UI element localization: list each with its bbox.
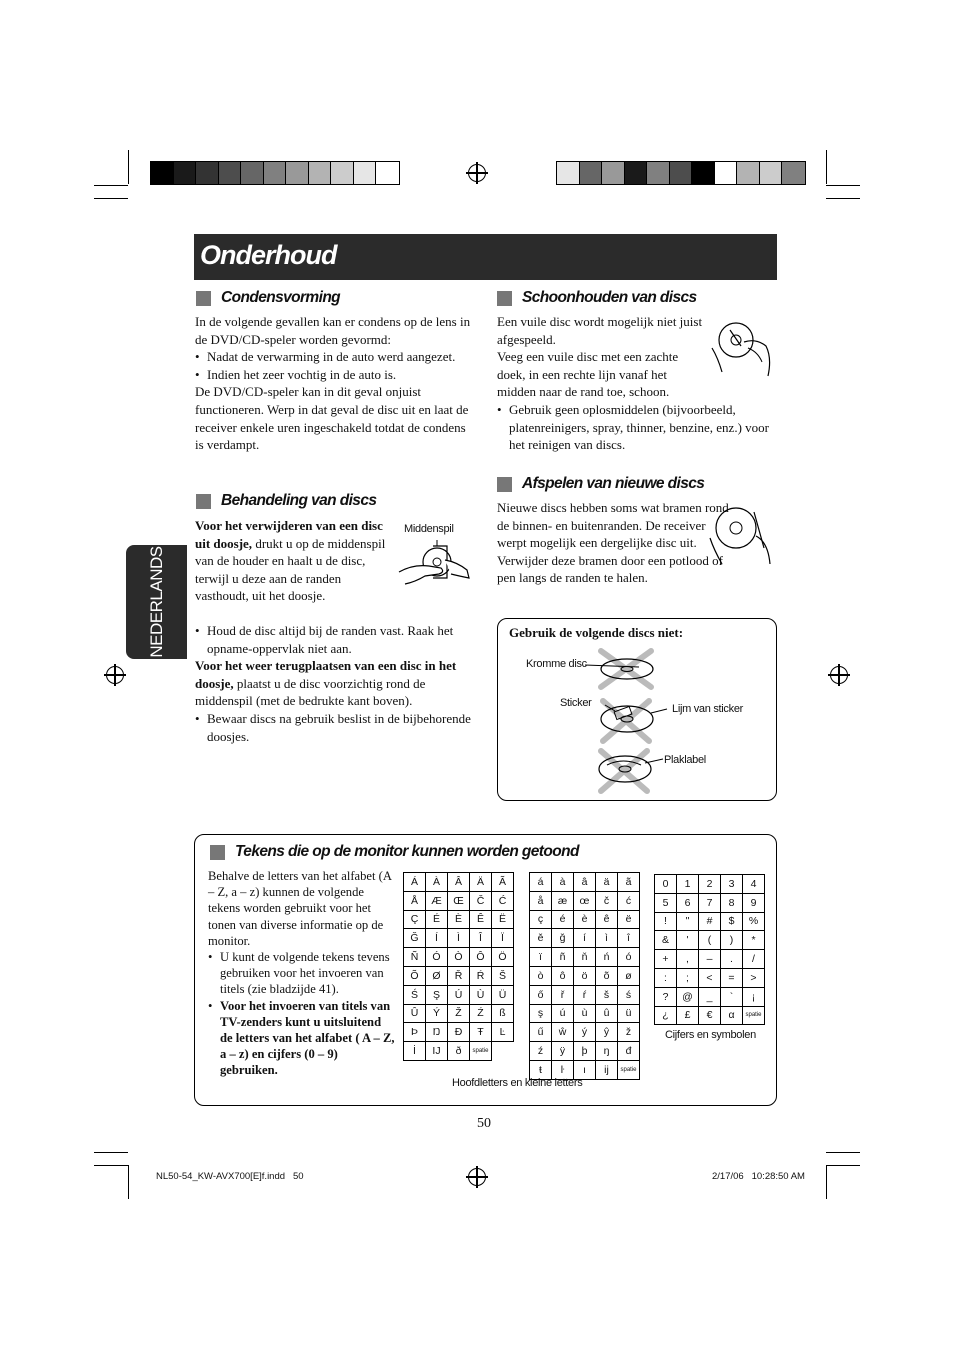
heading-text: Tekens die op de monitor kunnen worden getoond (235, 843, 579, 860)
table-row (404, 873, 514, 892)
footer-left: NL50-54_KW-AVX700[E]f.indd 50 (156, 1171, 304, 1182)
paragraph: Nieuwe discs hebben soms wat bramen rond de binnen- en buitenranden. De receiver werpt mogelijk een dergelijke disc uit. Verwijder deze bramen door een potlood of pen langs de randen te halen. (497, 500, 729, 586)
registration-mark-icon (830, 666, 848, 684)
table-row (404, 1004, 514, 1023)
table-row (404, 891, 514, 910)
char-cell: ı (574, 1060, 596, 1079)
table-row (530, 1042, 640, 1061)
char-cell: ' (677, 931, 699, 950)
char-cell: ŷ (596, 1023, 618, 1042)
char-cell: _ (699, 987, 721, 1006)
char-cell: Ú (448, 985, 470, 1004)
char-cell: Ş (426, 985, 448, 1004)
section-heading-tekens (210, 843, 579, 861)
table-row (655, 987, 765, 1006)
char-cell: @ (677, 987, 699, 1006)
footer-right: 2/17/06 10:28:50 AM (712, 1171, 805, 1182)
char-cell: þ (574, 1042, 596, 1061)
char-cell: ő (530, 985, 552, 1004)
text: plaatst u de disc voorzichtig rond de middenspil (met de bedrukte kant boven). (195, 675, 426, 709)
char-cell: Ŕ (470, 966, 492, 985)
symbols-table (654, 874, 765, 1025)
char-cell: ? (655, 987, 677, 1006)
registration-mark-icon (468, 164, 486, 182)
condensvorming-body (195, 313, 473, 454)
char-cell: ű (530, 1023, 552, 1042)
char-cell: ( (699, 931, 721, 950)
char-cell: ` (721, 987, 743, 1006)
char-cell: Í (426, 929, 448, 948)
table-row (655, 968, 765, 987)
table-row (655, 931, 765, 950)
section-heading-schoonhouden (497, 289, 697, 307)
char-cell: 8 (721, 893, 743, 912)
char-cell: è (574, 910, 596, 929)
char-cell: : (655, 968, 677, 987)
char-cell: ì (596, 929, 618, 948)
behandeling-body-bottom (195, 622, 477, 745)
char-cell: å (530, 891, 552, 910)
char-cell: + (655, 950, 677, 969)
text: drukt u op de middenspil van de houder en haalt u de disc, terwijl u deze aan de randen vasthoudt, uit het doosje. (195, 535, 386, 604)
char-cell: > (743, 968, 765, 987)
char-cell: ý (574, 1023, 596, 1042)
char-cell: . (721, 950, 743, 969)
language-tab (126, 545, 187, 659)
char-cell: ř (552, 985, 574, 1004)
bullet: • Nadat de verwarming in de auto werd aangezet. (195, 348, 473, 366)
char-cell: ë (618, 910, 640, 929)
label-plaklabel: Plaklabel (664, 754, 706, 766)
page-title: Onderhoud (200, 240, 337, 270)
char-cell: ç (530, 910, 552, 929)
disc-cleaning-illustration (708, 318, 778, 380)
table-row (655, 912, 765, 931)
char-cell: 0 (655, 875, 677, 894)
char-cell: ij (596, 1060, 618, 1079)
table-row (530, 985, 640, 1004)
bold-text: Voor het weer terugplaatsen van een disc in het doosje, (195, 658, 457, 691)
char-cell: # (699, 912, 721, 931)
table-row (404, 985, 514, 1004)
char-cell: ú (552, 1004, 574, 1023)
color-bar-right (556, 161, 806, 185)
char-cell: Ŧ (470, 1023, 492, 1042)
char-cell: ! (655, 912, 677, 931)
table-row (404, 929, 514, 948)
char-cell: ò (530, 966, 552, 985)
bold-text: Voor het invoeren van titels van TV-zenders kunt u uitsluitend de letters van het alfabet ( A – Z, a – z) en cijfers (0 – 9) gebruiken. (220, 998, 395, 1078)
char-cell: 4 (743, 875, 765, 894)
char-cell: Ô (470, 948, 492, 967)
section-heading-afspelen (497, 475, 704, 493)
char-cell: 6 (677, 893, 699, 912)
caption-symbols: Cijfers en symbolen (665, 1029, 756, 1041)
section-square-icon (497, 477, 512, 492)
char-cell: Ŀ (492, 1023, 514, 1042)
label-lijm-van-sticker: Lijm van sticker (672, 703, 743, 715)
char-cell: ã (618, 873, 640, 892)
char-cell: Ü (492, 985, 514, 1004)
page-number: 50 (477, 1116, 491, 1131)
box-heading (509, 624, 683, 642)
char-cell: 3 (721, 875, 743, 894)
tekens-body (208, 868, 396, 1079)
table-row (404, 1042, 514, 1061)
char-cell: č (596, 891, 618, 910)
char-cell: ŋ (596, 1042, 618, 1061)
char-cell: Á (404, 873, 426, 892)
label-middenspil: Middenspil (404, 523, 454, 535)
char-cell: Č (470, 891, 492, 910)
char-cell: 7 (699, 893, 721, 912)
char-cell: ¡ (743, 987, 765, 1006)
char-cell: $ (721, 912, 743, 931)
section-square-icon (196, 494, 211, 509)
char-cell: î (618, 929, 640, 948)
schoonhouden-body-bottom (497, 401, 773, 454)
char-cell: Ó (426, 948, 448, 967)
char-cell: Ë (492, 910, 514, 929)
caption-letters: Hoofdletters en kleine letters (452, 1077, 583, 1089)
paragraph: Behalve de letters van het alfabet (A – Z, a – z) kunnen de volgende tekens worden gebruikt voor het tonen van diverse informatie op de monitor. (208, 869, 392, 948)
char-cell: È (448, 910, 470, 929)
char-cell: í (574, 929, 596, 948)
char-cell: Ŋ (426, 1023, 448, 1042)
char-cell: Ä (470, 873, 492, 892)
char-cell: ) (721, 931, 743, 950)
char-cell: İ (404, 1042, 426, 1061)
section-square-icon (196, 291, 211, 306)
char-cell: Ś (404, 985, 426, 1004)
char-cell: Ñ (404, 948, 426, 967)
char-cell: ŧ (530, 1060, 552, 1079)
char-cell: spatie (618, 1060, 640, 1079)
char-cell: æ (552, 891, 574, 910)
char-cell: û (596, 1004, 618, 1023)
paragraph: De DVD/CD-speler kan in dit geval onjuist functioneren. Werp in dat geval de disc uit en laat de receiver enkele uren ingeschakeld totdat de condens is verdampt. (195, 384, 469, 453)
char-cell: 5 (655, 893, 677, 912)
behandeling-body-top (195, 517, 389, 605)
char-cell: Ê (470, 910, 492, 929)
char-cell: œ (574, 891, 596, 910)
registration-mark-icon (106, 666, 124, 684)
char-cell: Ğ (404, 929, 426, 948)
char-cell: ž (618, 1023, 640, 1042)
char-cell: Ò (448, 948, 470, 967)
table-row (404, 1023, 514, 1042)
char-cell: ï (530, 948, 552, 967)
bullet: • Houd de disc altijd bij de randen vast. Raak het opname-oppervlak niet aan. (195, 622, 477, 657)
char-cell: Â (448, 873, 470, 892)
char-cell: ÿ (552, 1042, 574, 1061)
char-cell: â (574, 873, 596, 892)
table-row (530, 929, 640, 948)
paragraph: In de volgende gevallen kan er condens op de lens in de DVD/CD-speler worden gevormd: (195, 314, 471, 347)
lowercase-table (529, 872, 640, 1080)
char-cell: Ö (492, 948, 514, 967)
char-cell: spatie (743, 1006, 765, 1025)
table-row (655, 875, 765, 894)
char-cell: ; (677, 968, 699, 987)
char-cell: Ç (404, 910, 426, 929)
char-cell: € (699, 1006, 721, 1025)
char-cell: spatie (470, 1042, 492, 1061)
disc-case-illustration (395, 538, 473, 598)
char-cell: š (596, 985, 618, 1004)
table-row (404, 948, 514, 967)
char-cell: ź (530, 1042, 552, 1061)
char-cell: É (426, 910, 448, 929)
table-row (655, 950, 765, 969)
heading-text: Condensvorming (221, 289, 341, 306)
uppercase-table (403, 872, 514, 1061)
char-cell: = (721, 968, 743, 987)
bold-text: Voor het verwijderen van een disc uit doosje, (195, 518, 383, 551)
section-square-icon (497, 291, 512, 306)
heading-text: Afspelen van nieuwe discs (522, 475, 705, 492)
color-bar-left (150, 161, 400, 185)
char-cell: £ (677, 1006, 699, 1025)
table-row (530, 873, 640, 892)
char-cell: õ (596, 966, 618, 985)
char-cell: " (677, 912, 699, 931)
char-cell: 9 (743, 893, 765, 912)
paragraph (195, 657, 477, 710)
char-cell: ¿ (655, 1006, 677, 1025)
char-cell: ś (618, 985, 640, 1004)
bullet: • U kunt de volgende tekens tevens gebruiken voor het invoeren van titels (zie bladzijde 41). (208, 949, 396, 998)
char-cell: ñ (552, 948, 574, 967)
bullet: • Bewaar discs na gebruik beslist in de bijbehorende doosjes. (195, 710, 477, 745)
char-cell: Ì (448, 929, 470, 948)
heading-text: Schoonhouden van discs (522, 289, 697, 306)
bullet: • Gebruik geen oplosmiddelen (bijvoorbeeld, platenreinigers, spray, thinner, benzine, enz.) voor het reinigen van discs. (497, 401, 773, 454)
table-row (655, 1006, 765, 1025)
char-cell: Ř (448, 966, 470, 985)
section-heading-condensvorming (196, 289, 340, 307)
char-cell: Ý (426, 1004, 448, 1023)
char-cell: ŵ (552, 1023, 574, 1042)
char-cell: à (552, 873, 574, 892)
char-cell: ô (552, 966, 574, 985)
afspelen-body (497, 499, 733, 587)
char-cell: ň (574, 948, 596, 967)
char-cell: ŀ (552, 1060, 574, 1079)
table-row (530, 966, 640, 985)
char-cell: ŕ (574, 985, 596, 1004)
label-sticker: Sticker (560, 697, 592, 709)
char-cell: Ð (448, 1023, 470, 1042)
table-row (530, 910, 640, 929)
char-cell: Î (470, 929, 492, 948)
char-cell: & (655, 931, 677, 950)
char-cell: ä (596, 873, 618, 892)
char-cell: Ù (470, 985, 492, 1004)
char-cell: ğ (552, 929, 574, 948)
bullet: • Indien het zeer vochtig in de auto is. (195, 366, 473, 384)
registration-mark-icon (468, 1168, 486, 1186)
char-cell: Ã (492, 873, 514, 892)
char-cell: á (530, 873, 552, 892)
paragraph: Een vuile disc wordt mogelijk niet juist afgespeeld. (497, 314, 703, 347)
char-cell: ß (492, 1004, 514, 1023)
disc-deburr-illustration (706, 506, 778, 570)
char-cell: Ï (492, 929, 514, 948)
char-cell: ş (530, 1004, 552, 1023)
char-cell: é (552, 910, 574, 929)
char-cell: ð (448, 1042, 470, 1061)
section-square-icon (210, 845, 225, 860)
char-cell: IJ (426, 1042, 448, 1061)
table-row (404, 966, 514, 985)
char-cell: Þ (404, 1023, 426, 1042)
table-row (530, 948, 640, 967)
char-cell: Š (492, 966, 514, 985)
char-cell: α (721, 1006, 743, 1025)
title-bar (194, 234, 777, 280)
char-cell: – (699, 950, 721, 969)
char-cell: Æ (426, 891, 448, 910)
char-cell: Ø (426, 966, 448, 985)
char-cell: đ (618, 1042, 640, 1061)
char-cell: 2 (699, 875, 721, 894)
table-row (530, 1023, 640, 1042)
char-cell: ù (574, 1004, 596, 1023)
table-row (530, 1004, 640, 1023)
char-cell: 1 (677, 875, 699, 894)
char-cell: ń (596, 948, 618, 967)
heading-text: Behandeling van discs (221, 492, 377, 509)
paragraph: Veeg een vuile disc met een zachte doek, in een rechte lijn vanaf het midden naar de rand toe, schoon. (497, 349, 679, 400)
char-cell: Õ (404, 966, 426, 985)
table-row (404, 910, 514, 929)
char-cell: Ć (492, 891, 514, 910)
paragraph (195, 517, 389, 605)
schoonhouden-body-top (497, 313, 705, 401)
bad-discs-illustration (585, 645, 675, 795)
box-heading-text: Gebruik de volgende discs niet: (509, 625, 684, 640)
table-row (655, 893, 765, 912)
char-cell: À (426, 873, 448, 892)
char-cell: ó (618, 948, 640, 967)
char-cell: Å (404, 891, 426, 910)
char-cell: Û (404, 1004, 426, 1023)
char-cell: Ź (470, 1004, 492, 1023)
language-tab-label: NEDERLANDS (146, 546, 166, 658)
char-cell: % (743, 912, 765, 931)
char-cell: ê (596, 910, 618, 929)
char-cell: ć (618, 891, 640, 910)
char-cell: ü (618, 1004, 640, 1023)
char-cell: ö (574, 966, 596, 985)
section-heading-behandeling (196, 492, 376, 510)
char-cell: Œ (448, 891, 470, 910)
char-cell: < (699, 968, 721, 987)
bullet (208, 998, 396, 1079)
table-row (530, 891, 640, 910)
char-cell: / (743, 950, 765, 969)
char-cell: , (677, 950, 699, 969)
char-cell: ě (530, 929, 552, 948)
char-cell: Ž (448, 1004, 470, 1023)
char-cell: ø (618, 966, 640, 985)
char-cell: * (743, 931, 765, 950)
label-kromme-disc: Kromme disc (526, 658, 587, 670)
